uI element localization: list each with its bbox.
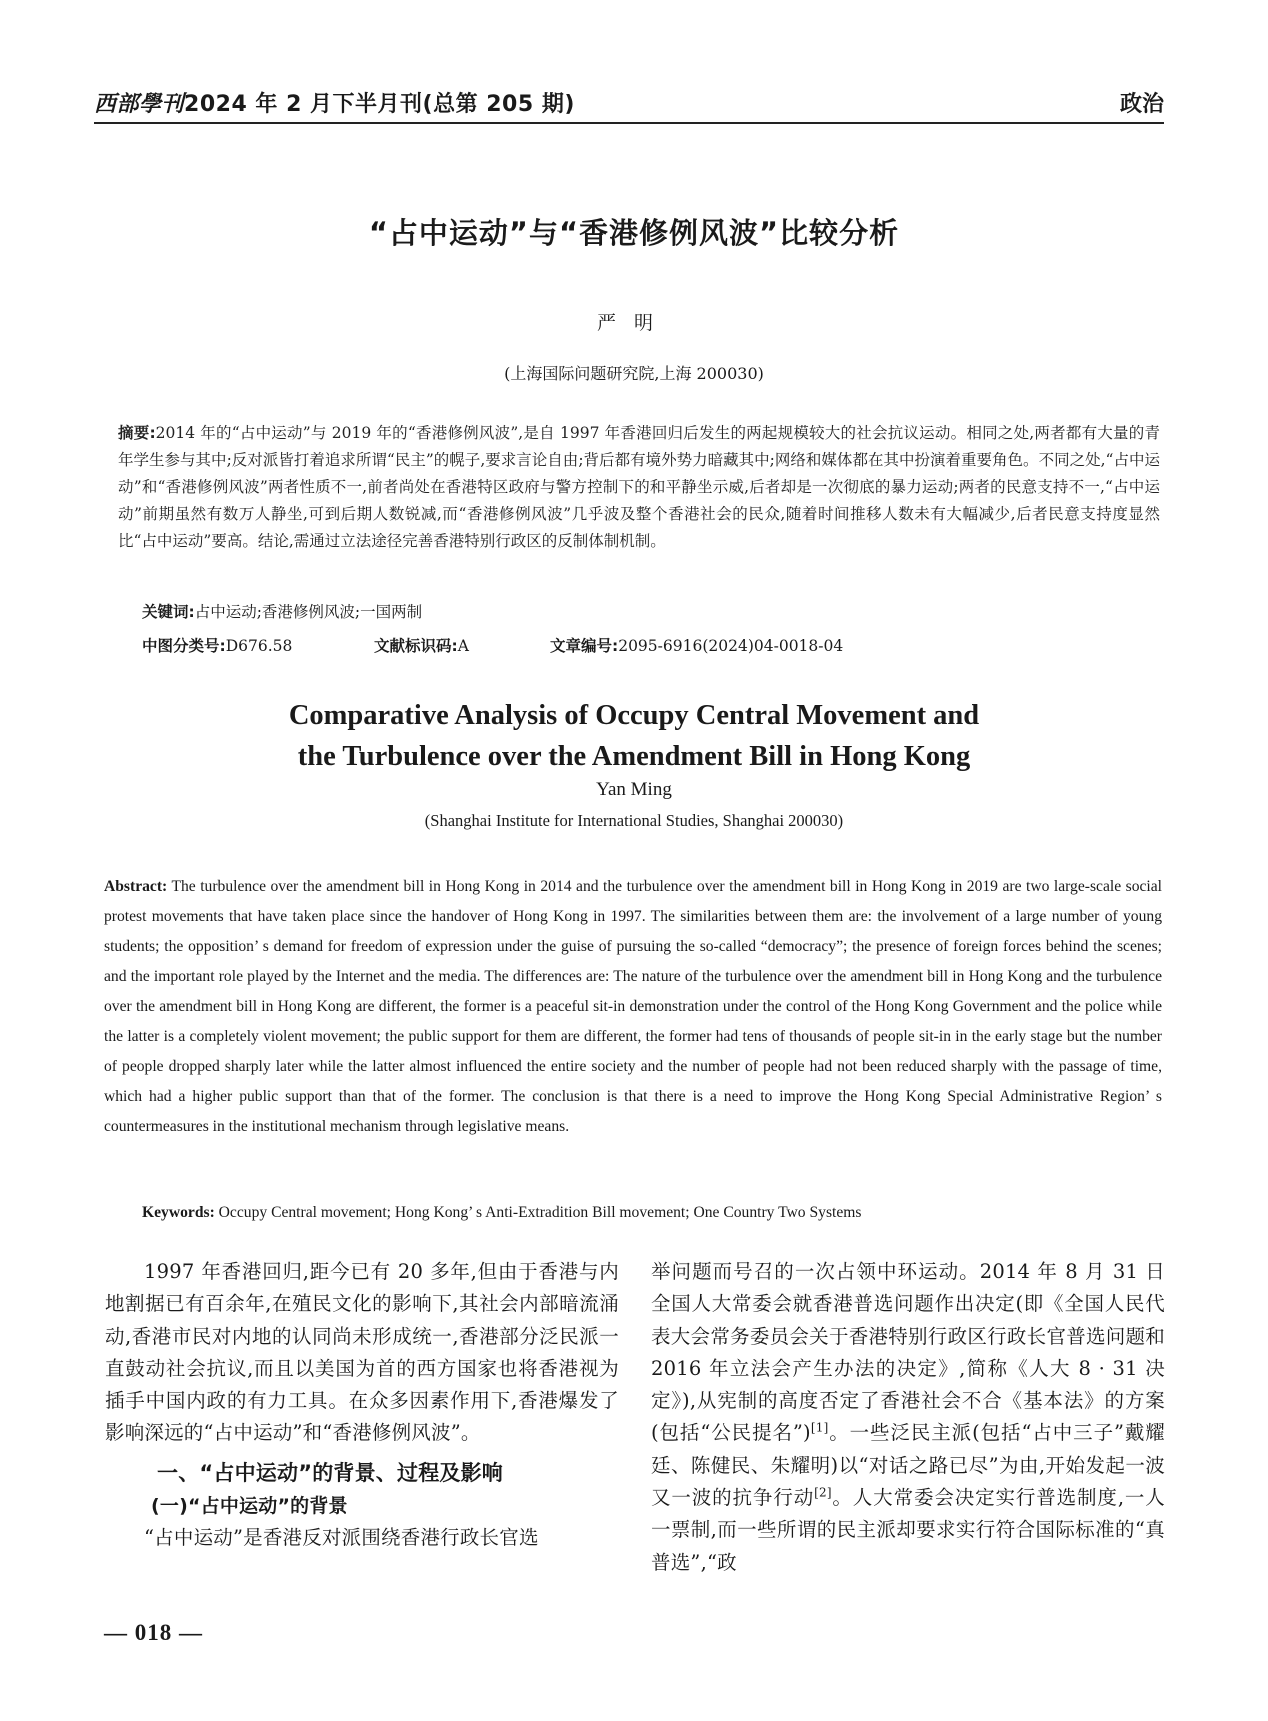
abstract-cn-text: 2014 年的“占中运动”与 2019 年的“香港修例风波”,是自 1997 年香港回归后发生的两起规模较大的社会抗议运动。相同之处,两者都有大量的青年学生参与其中;反对派皆打着追求所谓“民主”的幌子,要求言论自由;背后都有境外势力暗藏其中;网络和媒体都在其中扮演着重要角色。不同之处,“占中运动”和“香港修例风波”两者性质不一,前者尚处在香港特区政府与警方控制下的和平静坐示威,后者却是一次彻底的暴力运动;两者的民意支持不一,“占中运动”前期虽然有数万人静坐,可到后期人数锐减,而“香港修例风波”几乎波及整个香港社会的民众,随着时间推移人数未有大幅减少,后者民意支持度显然比“占中运动”要高。结论,需通过立法途径完善香港特别行政区的反制体制机制。 — [118, 424, 1160, 550]
title-en-line-2: the Turbulence over the Amendment Bill in Hong Kong — [297, 741, 971, 772]
paragraph-part-c: 。人大常委会决定实行普选制度,一人一票制,而一些所谓的民主派却要求实行符合国际标准的“真普选”,“政 — [651, 1486, 1165, 1574]
issue-info: 2024 年 2 月下半月刊(总第 205 期) — [184, 92, 575, 117]
clc-number — [142, 634, 292, 656]
clc-label: 中图分类号: — [142, 637, 226, 655]
abstract-en — [104, 872, 1162, 1142]
doc-label: 文献标识码: — [374, 637, 458, 655]
article-title-en — [0, 695, 1268, 777]
article-number — [550, 634, 843, 656]
author-cn: 严明 — [596, 312, 671, 334]
paragraph-part-a: 举问题而号召的一次占领中环运动。2014 年 8 月 31 日全国人大常委会就香港普选问题作出决定(即《全国人民代表大会常务委员会关于香港特别行政区行政长官普选问题和 2016 年立法会产生办法的决定》,简称《人大 8 · 31 决定》),从宪制的高度否定了香港社会不合《基本法》的方案(包括“公民提名”) — [651, 1260, 1165, 1445]
doc-value: A — [457, 637, 469, 655]
body-column-right — [651, 1256, 1165, 1579]
citation-2[interactable]: [2] — [814, 1485, 832, 1500]
clc-value: D676.58 — [225, 637, 293, 655]
affiliation-cn: (上海国际问题研究院,上海 200030) — [504, 364, 764, 383]
author-en: Yan Ming — [596, 779, 672, 800]
body-paragraph: “占中运动”是香港反对派围绕香港行政长官选 — [144, 1525, 539, 1549]
subsection-heading: (一)“占中运动”的背景 — [151, 1494, 348, 1517]
intro-paragraph: 1997 年香港回归,距今已有 20 多年,但由于香港与内地割据已有百余年,在殖民文化的影响下,其社会内部暗流涌动,香港市民对内地的认同尚未形成统一,香港部分泛民派一直鼓动社会抗议,而且以美国为首的西方国家也将香港视为插手中国内政的有力工具。在众多因素作用下,香港爆发了影响深远的“占中运动”和“香港修例风波”。 — [105, 1260, 619, 1445]
continued-paragraph — [651, 1256, 1165, 1579]
article-value: 2095-6916(2024)04-0018-04 — [618, 637, 844, 655]
keywords-en-label: Keywords: — [142, 1204, 215, 1221]
journal-logo: 西部學刊 — [94, 91, 185, 117]
keywords-en — [142, 1204, 861, 1222]
article-label: 文章编号: — [550, 637, 619, 655]
body-column-left — [105, 1256, 619, 1554]
journal-issue-line — [94, 87, 575, 118]
page-number: — 018 — — [104, 1620, 203, 1645]
keywords-cn — [142, 600, 422, 622]
abstract-en-label: Abstract: — [104, 878, 168, 895]
affiliation-en: (Shanghai Institute for International Studies, Shanghai 200030) — [424, 811, 844, 830]
running-header — [94, 82, 1164, 124]
abstract-en-text: The turbulence over the amendment bill in Hong Kong in 2014 and the turbulence over the amendment bill in Hong Kong in 2019 are two large-scale social protest movements that have taken place since the handover of Hong Kong in 1997. The similarities between them are: the involvement of a large number of young students; the opposition’ s demand for freedom of expression under the guise of pursuing the so-called “democracy”; the presence of foreign forces behind the scenes; and the important role played by the Internet and the media. The differences are: The nature of the turbulence over the amendment bill in Hong Kong and the turbulence over the amendment bill in Hong Kong are different, the former is a peaceful sit-in demonstration under the control of the Hong Kong Government and the police while the latter is a completely violent movement; the public support for them are different, the former had tens of thousands of people sit-in in the early stage but the number of people dropped sharply later while the latter almost influenced the entire society and the number of people had not been reduced sharply with the passage of time, which had a higher public support than that of the former. The conclusion is that there is a need to improve the Hong Kong Special Administrative Region’ s countermeasures in the institutional mechanism through legislative means. — [104, 878, 1162, 1135]
abstract-cn — [118, 420, 1160, 555]
title-en-line-1: Comparative Analysis of Occupy Central Movement and — [288, 700, 980, 731]
keywords-cn-text: 占中运动;香港修例风波;一国两制 — [194, 603, 423, 621]
keywords-cn-label: 关键词: — [142, 603, 195, 621]
paragraph-part-b: 。一些泛民主派(包括“占中三子”戴耀廷、陈健民、朱耀明)以“对话之路已尽”为由,开始发起一波又一波的抗争行动 — [651, 1421, 1165, 1510]
citation-1[interactable]: [1] — [810, 1420, 829, 1435]
keywords-en-text: Occupy Central movement; Hong Kong’ s Anti-Extradition Bill movement; One Country Two Systems — [218, 1204, 862, 1221]
document-code — [374, 634, 469, 656]
section-heading: 一、“占中运动”的背景、过程及影响 — [157, 1460, 504, 1485]
abstract-cn-label: 摘要: — [118, 424, 156, 442]
article-title-cn: “占中运动”与“香港修例风波”比较分析 — [368, 216, 900, 250]
section-name: 政治 — [1119, 92, 1164, 117]
